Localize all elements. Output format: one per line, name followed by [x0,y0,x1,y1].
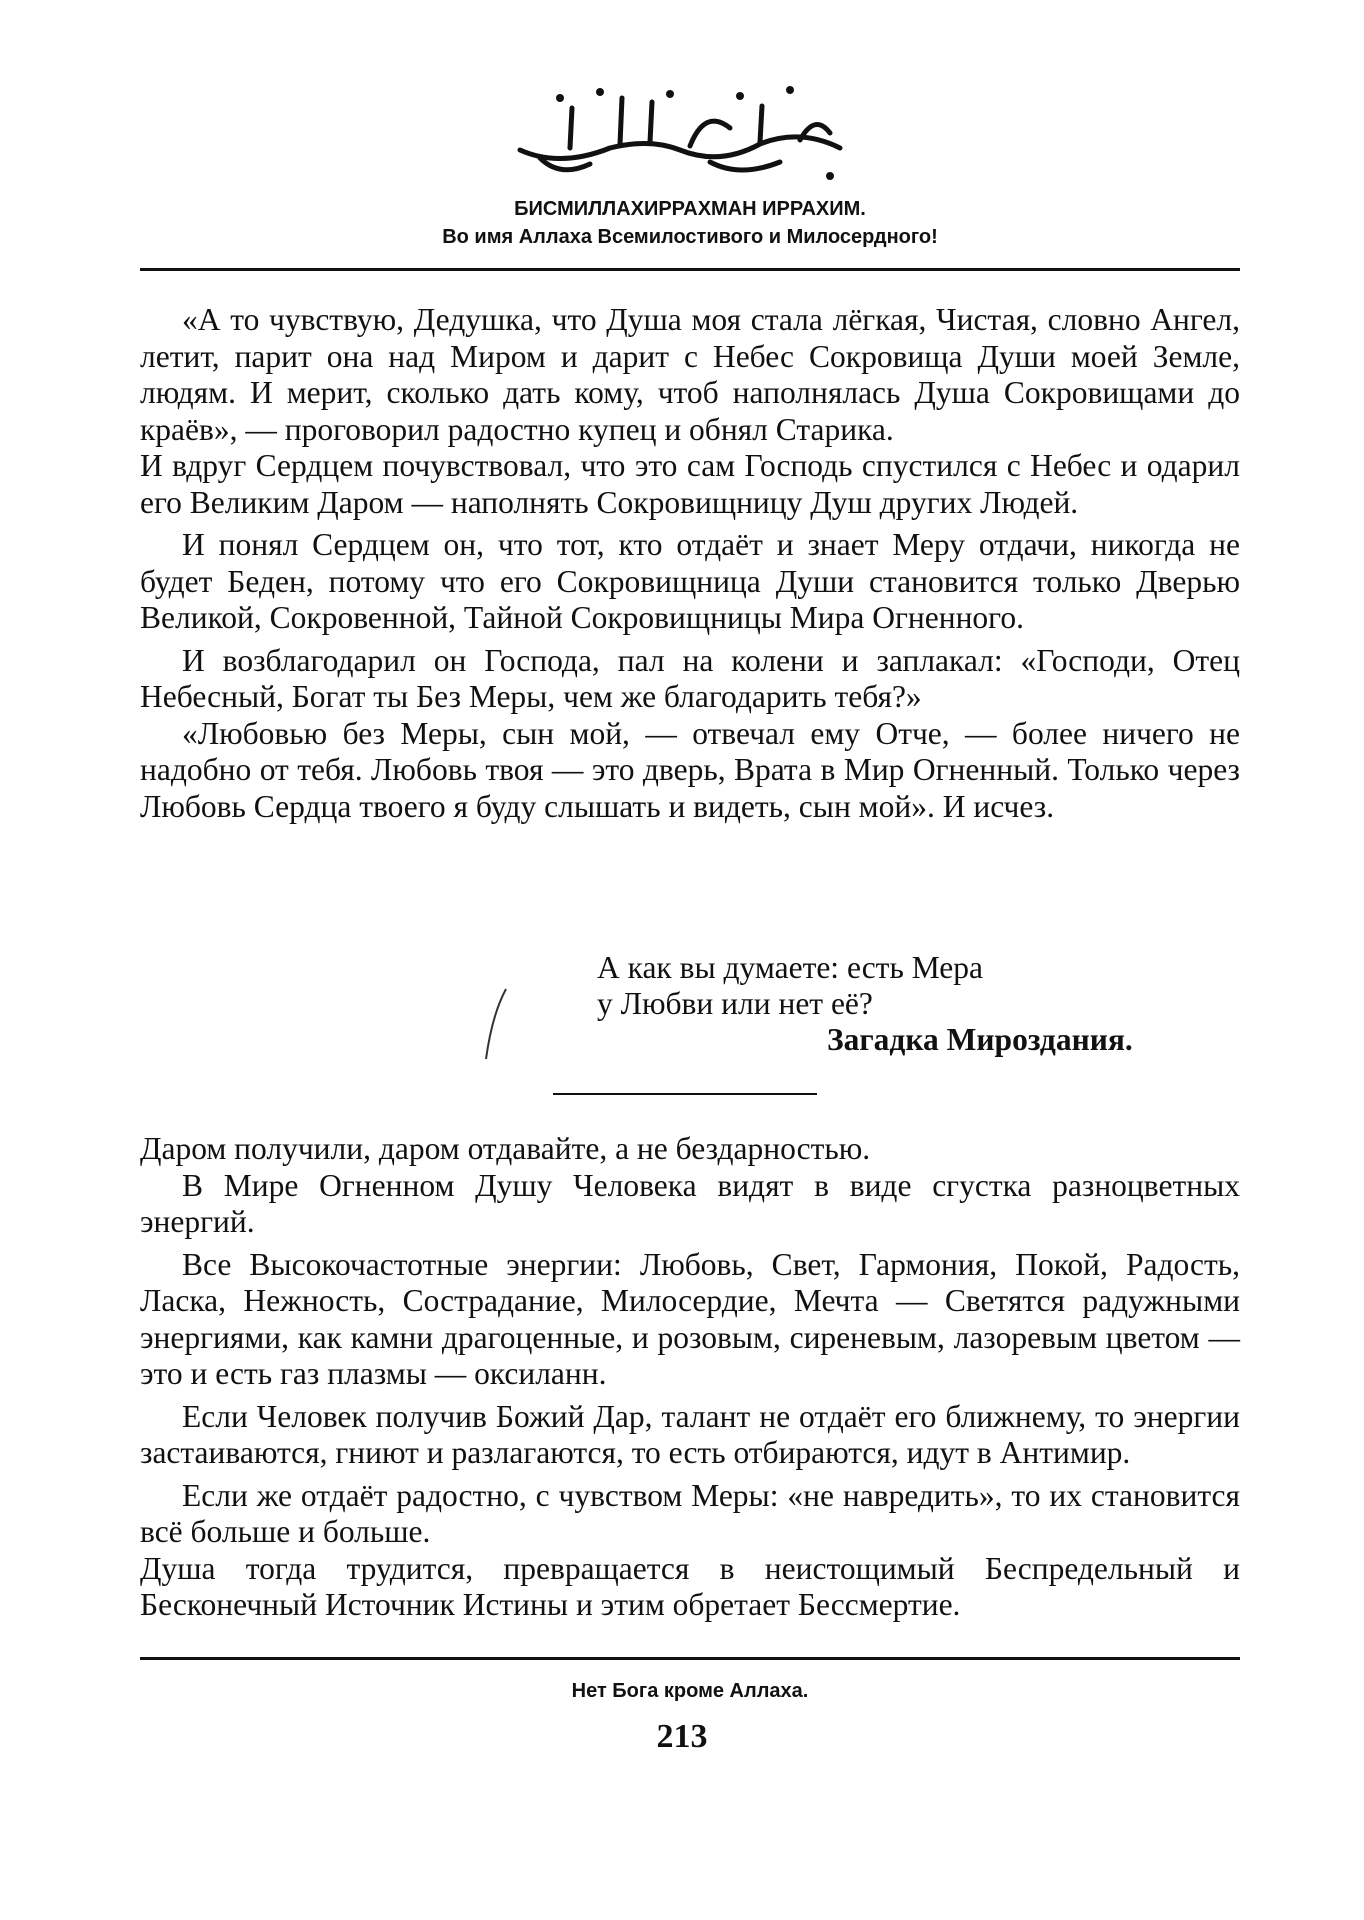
pen-mark [480,985,510,1065]
bottom-rule [140,1657,1240,1660]
paragraph: Душа тогда трудится, превращается в неистощимый Беспредельный и Бесконечный Источник Истины и этим обретает Бессмертие. [140,1550,1240,1622]
epigraph-line-2: у Любви или нет её? [597,986,873,1021]
paragraph: Если же отдаёт радостно, с чувством Меры: «не навредить», то их становится всё больше и больше. [140,1477,1240,1549]
paragraph: В Мире Огненном Душу Человека видят в виде сгустка разноцветных энергий. [140,1167,1240,1239]
paragraph: И понял Сердцем он, что тот, кто отдаёт и знает Меру отдачи, никогда не будет Беден, потому что его Сокровищница Души становится только Дверью Великой, Сокровенной, Тайной Сокровищницы Мира Огненного. [140,527,1240,635]
paragraph: И вдруг Сердцем почувствовал, что это сам Господь спустился с Небес и одарил его Великим Даром — наполнять Сокровищницу Душ других Людей. [140,448,1240,520]
paragraph: «А то чувствую, Дедушка, что Душа моя стала лёгкая, Чистая, словно Ангел, летит, парит она над Миром и дарит с Небес Сокровища Души моей Земле, людям. И мерит, сколько дать кому, чтоб наполнялась Душа Сокровищами до краёв», — проговорил радостно купец и обнял Старика. [140,302,1240,447]
epigraph [597,950,1197,1058]
bismillah-calligraphy [500,78,860,188]
paragraph: И возблагодарил он Господа, пал на колени и заплакал: «Господи, Отец Небесный, Богат ты Без Меры, чем же благодарить тебя?» [140,642,1240,714]
paragraph: Если Человек получив Божий Дар, талант не отдаёт его ближнему, то энергии застаиваются, гниют и разлагаются, то есть отбираются, идут в Антимир. [140,1398,1240,1470]
bismillah-calligraphy-graphic [500,78,860,188]
footer-motto: Нет Бога кроме Аллаха. [571,1680,809,1702]
section-2 [140,1131,1240,1624]
top-rule [140,268,1240,271]
section-divider [553,1093,817,1095]
epigraph-line-1: А как вы думаете: есть Мера [597,950,983,985]
section-1 [140,302,1240,825]
epigraph-source: Загадка Мироздания. [827,1022,1133,1057]
paragraph: Даром получили, даром отдавайте, а не бездарностью. [140,1131,871,1166]
header-title: БИСМИЛЛАХИРРАХМАН ИРРАХИМ. [514,198,866,220]
paragraph: «Любовью без Меры, сын мой, — отвечал ему Отче, — более ничего не надобно от тебя. Любовь твоя — это дверь, Врата в Мир Огненный. Только через Любовь Сердца твоего я буду слышать и видеть, сын мой». И исчез. [140,715,1240,824]
paragraph: Все Высокочастотные энергии: Любовь, Свет, Гармония, Покой, Радость, Ласка, Нежность, Сострадание, Милосердие, Мечта — Светятся радужными энергиями, как камни драгоценные, и розовым, сиреневым, лазоревым цветом — это и есть газ плазмы — оксиланн. [140,1246,1240,1391]
page-number: 213 [656,1718,708,1755]
header-subtitle: Во имя Аллаха Всемилостивого и Милосердного! [442,226,938,248]
